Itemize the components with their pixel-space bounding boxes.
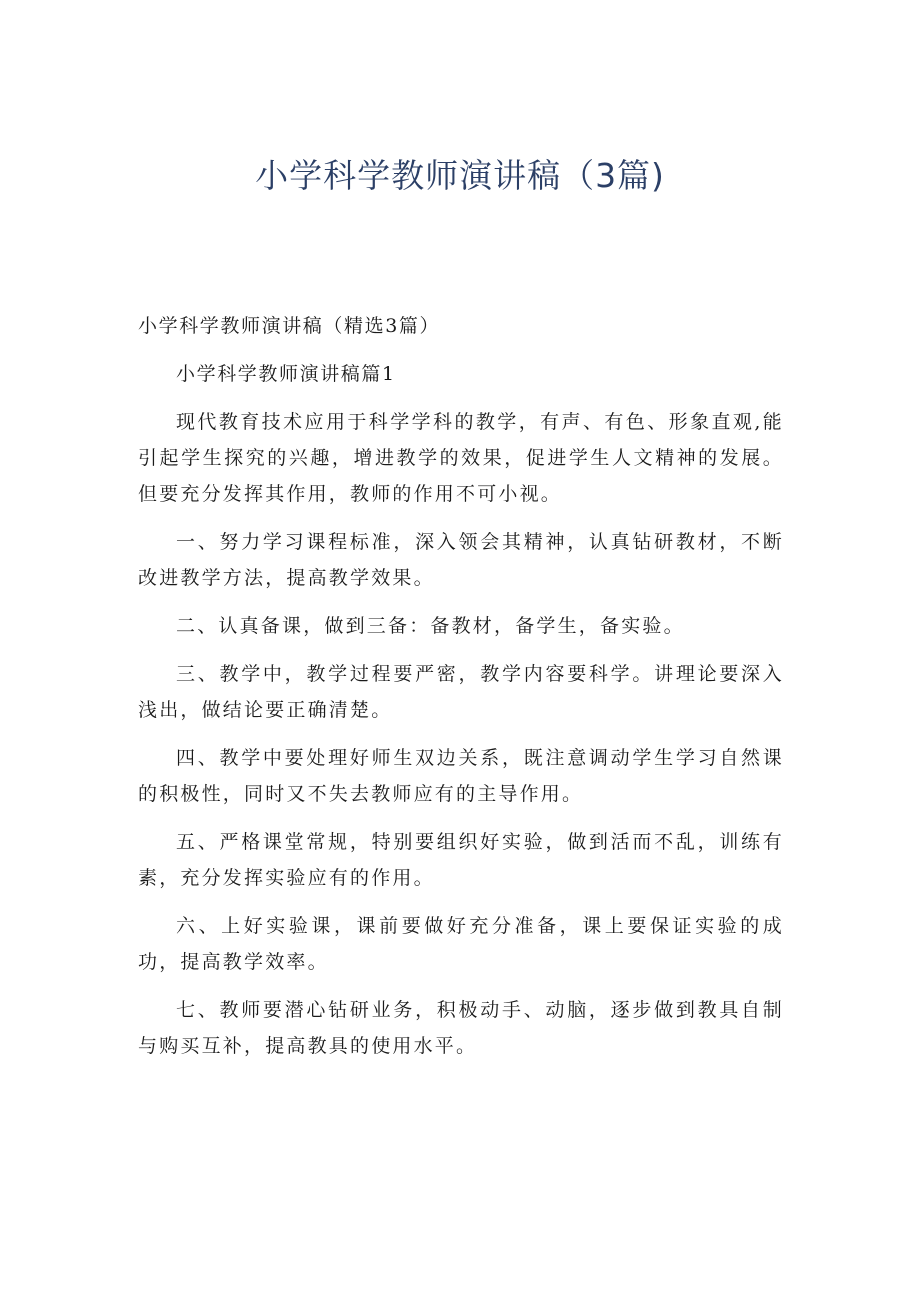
paragraph-point-5: 五、严格课堂常规，特别要组织好实验，做到活而不乱，训练有素，充分发挥实验应有的作用。 bbox=[138, 831, 784, 889]
paragraph-point-4: 四、教学中要处理好师生双边关系，既注意调动学生学习自然课的积极性，同时又不失去教师应有的主导作用。 bbox=[138, 747, 784, 805]
paragraph-point-7: 七、教师要潜心钻研业务，积极动手、动脑，逐步做到教具自制与购买互补，提高教具的使用水平。 bbox=[138, 999, 784, 1057]
paragraph-intro: 现代教育技术应用于科学学科的教学，有声、有色、形象直观,能引起学生探究的兴趣，增进教学的效果，促进学生人文精神的发展。但要充分发挥其作用，教师的作用不可小视。 bbox=[138, 411, 784, 505]
paragraph-point-6: 六、上好实验课，课前要做好充分准备，课上要保证实验的成功，提高教学效率。 bbox=[138, 915, 784, 973]
paragraph-point-2: 二、认真备课，做到三备：备教材，备学生，备实验。 bbox=[176, 615, 685, 637]
document-title: 小学科学教师演讲稿（3篇) bbox=[255, 156, 665, 195]
document-subtitle: 小学科学教师演讲稿（精选3篇） bbox=[138, 315, 441, 337]
document-body bbox=[138, 308, 784, 1076]
section-heading: 小学科学教师演讲稿篇1 bbox=[176, 363, 396, 385]
paragraph-point-1: 一、努力学习课程标准，深入领会其精神，认真钻研教材，不断改进教学方法，提高教学效果。 bbox=[138, 531, 784, 589]
paragraph-point-3: 三、教学中，教学过程要严密，教学内容要科学。讲理论要深入浅出，做结论要正确清楚。 bbox=[138, 663, 784, 721]
